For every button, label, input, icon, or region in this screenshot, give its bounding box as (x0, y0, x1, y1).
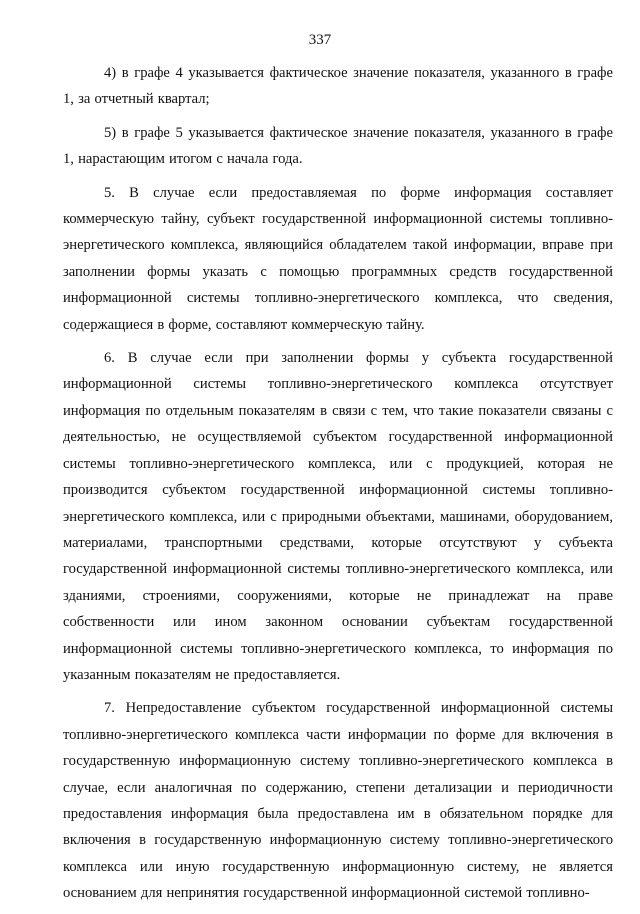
paragraph-clause-6: 6. В случае если при заполнении формы у субъекта государственной информационной системы топливно-энергетического комплекса отсутствует информация по отдельным показателям в связи с тем, что такие показатели связаны с деятельностью, не осуществляемой субъектом государственной информационной системы топливно-энергетического комплекса, или с продукцией, которая не производится субъектом государственной информационной системы топливно-энергетического комплекса, или с природными объектами, машинами, оборудованием, материалами, транспортными средствами, которые отсутствуют у субъекта государственной информационной системы топливно-энергетического комплекса, или зданиями, строениями, сооружениями, которые не принадлежат на праве собственности или ином законном основании субъектам государственной информационной системы топливно-энергетического комплекса, то информация по указанным показателям не предоставляется. (63, 350, 613, 683)
paragraph-clause-7: 7. Непредоставление субъектом государственной информационной системы топливно-энергетического комплекса части информации по форме для включения в государственную информационную систему топливно-энергетического комплекса в случае, если аналогичная по содержанию, степени детализации и периодичности предоставления информация была предоставлена им в обязательном порядке для включения в государственную информационную систему топливно-энергетического комплекса или иную государственную информационную систему, не является основанием для непринятия государственной информационной системой топливно- (63, 700, 613, 902)
paragraph-clause-5: 5. В случае если предоставляемая по форме информация составляет коммерческую тайну, субъект государственной информационной системы топливно-энергетического комплекса, являющийся обладателем такой информации, вправе при заполнении формы указать с помощью программных средств государственной информационной системы топливно-энергетического комплекса, что сведения, содержащиеся в форме, составляют коммерческую тайну. (63, 184, 613, 333)
paragraph-item-4: 4) в графе 4 указывается фактическое значение показателя, указанного в графе 1, за отчетный квартал; (63, 65, 613, 108)
document-body (63, 60, 613, 914)
page-number: 337 (308, 32, 332, 48)
paragraph-item-5: 5) в графе 5 указывается фактическое значение показателя, указанного в графе 1, нарастающим итогом с начала года. (63, 124, 613, 168)
